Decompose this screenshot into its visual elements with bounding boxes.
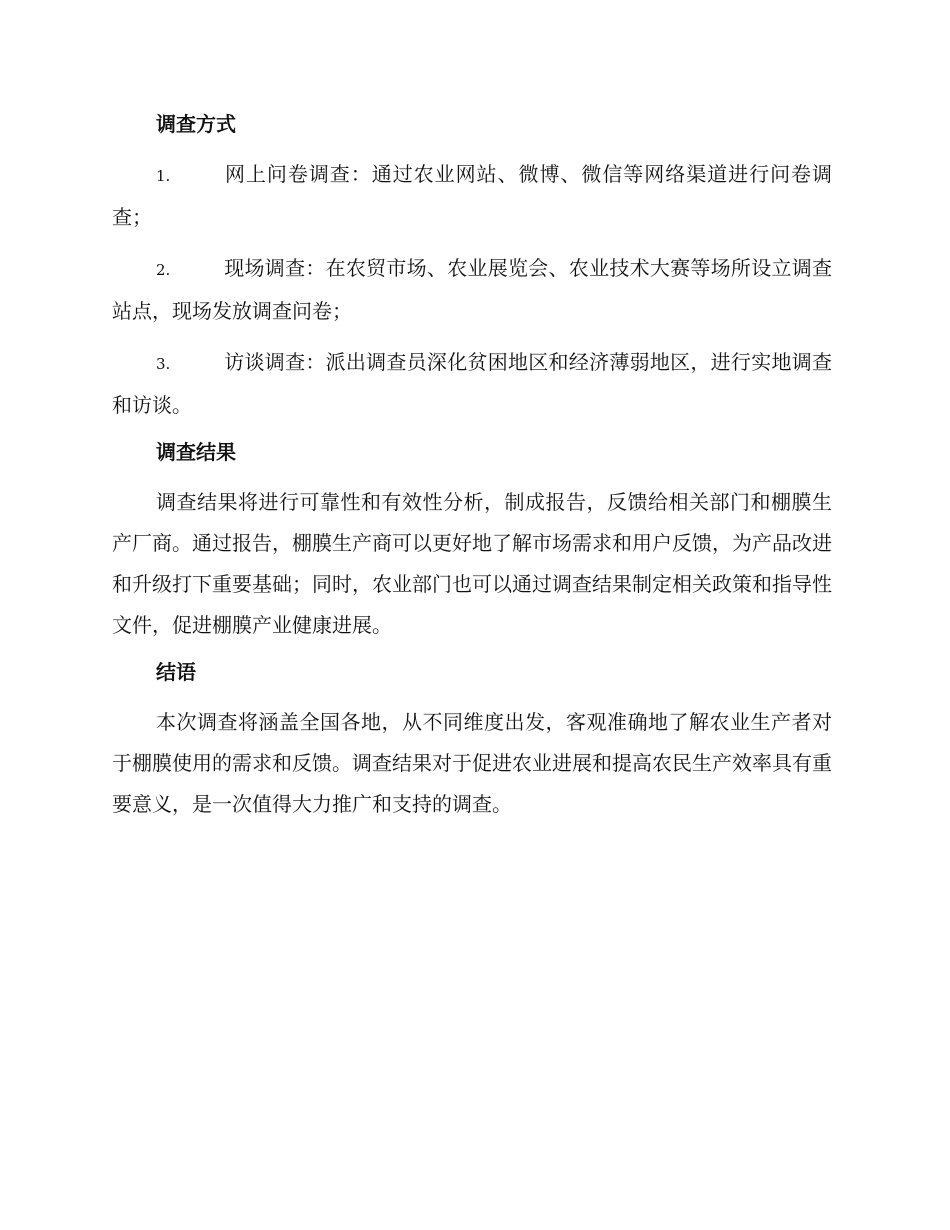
list-text: 现场调查：在农贸市场、农业展览会、农业技术大赛等场所设立调查站点，现场发放调查问卷； <box>112 256 832 323</box>
results-paragraph: 调查结果将进行可靠性和有效性分析，制成报告，反馈给相关部门和棚膜生产厂商。通过报告，棚膜生产商可以更好地了解市场需求和用户反馈，为产品改进和升级打下重要基础；同时，农业部门也可以通过调查结果制定相关政策和指导性文件，促进棚膜产业健康进展。 <box>112 490 832 637</box>
spacer <box>112 138 832 154</box>
list-item-2 <box>112 248 832 332</box>
section-heading-results: 调查结果 <box>156 440 236 464</box>
list-number: 3. <box>156 355 171 373</box>
spacer <box>112 686 832 702</box>
list-item-1 <box>112 154 832 238</box>
spacer <box>112 238 832 248</box>
list-number: 1. <box>156 167 171 185</box>
list-text: 网上问卷调查：通过农业网站、微博、微信等网络渠道进行问卷调查； <box>112 162 832 229</box>
section-heading-conclusion: 结语 <box>156 660 196 684</box>
spacer <box>112 426 832 438</box>
list-text: 访谈调查：派出调查员深化贫困地区和经济薄弱地区，进行实地调查和访谈。 <box>112 350 832 417</box>
section-heading-methods: 调查方式 <box>156 112 236 136</box>
list-number: 2. <box>156 261 171 279</box>
spacer <box>112 332 832 342</box>
list-item-3 <box>112 342 832 426</box>
spacer <box>112 466 832 482</box>
spacer <box>112 646 832 658</box>
conclusion-paragraph: 本次调查将涵盖全国各地，从不同维度出发，客观准确地了解农业生产者对于棚膜使用的需求和反馈。调查结果对于促进农业进展和提高农民生产效率具有重要意义，是一次值得大力推广和支持的调查。 <box>112 710 832 816</box>
